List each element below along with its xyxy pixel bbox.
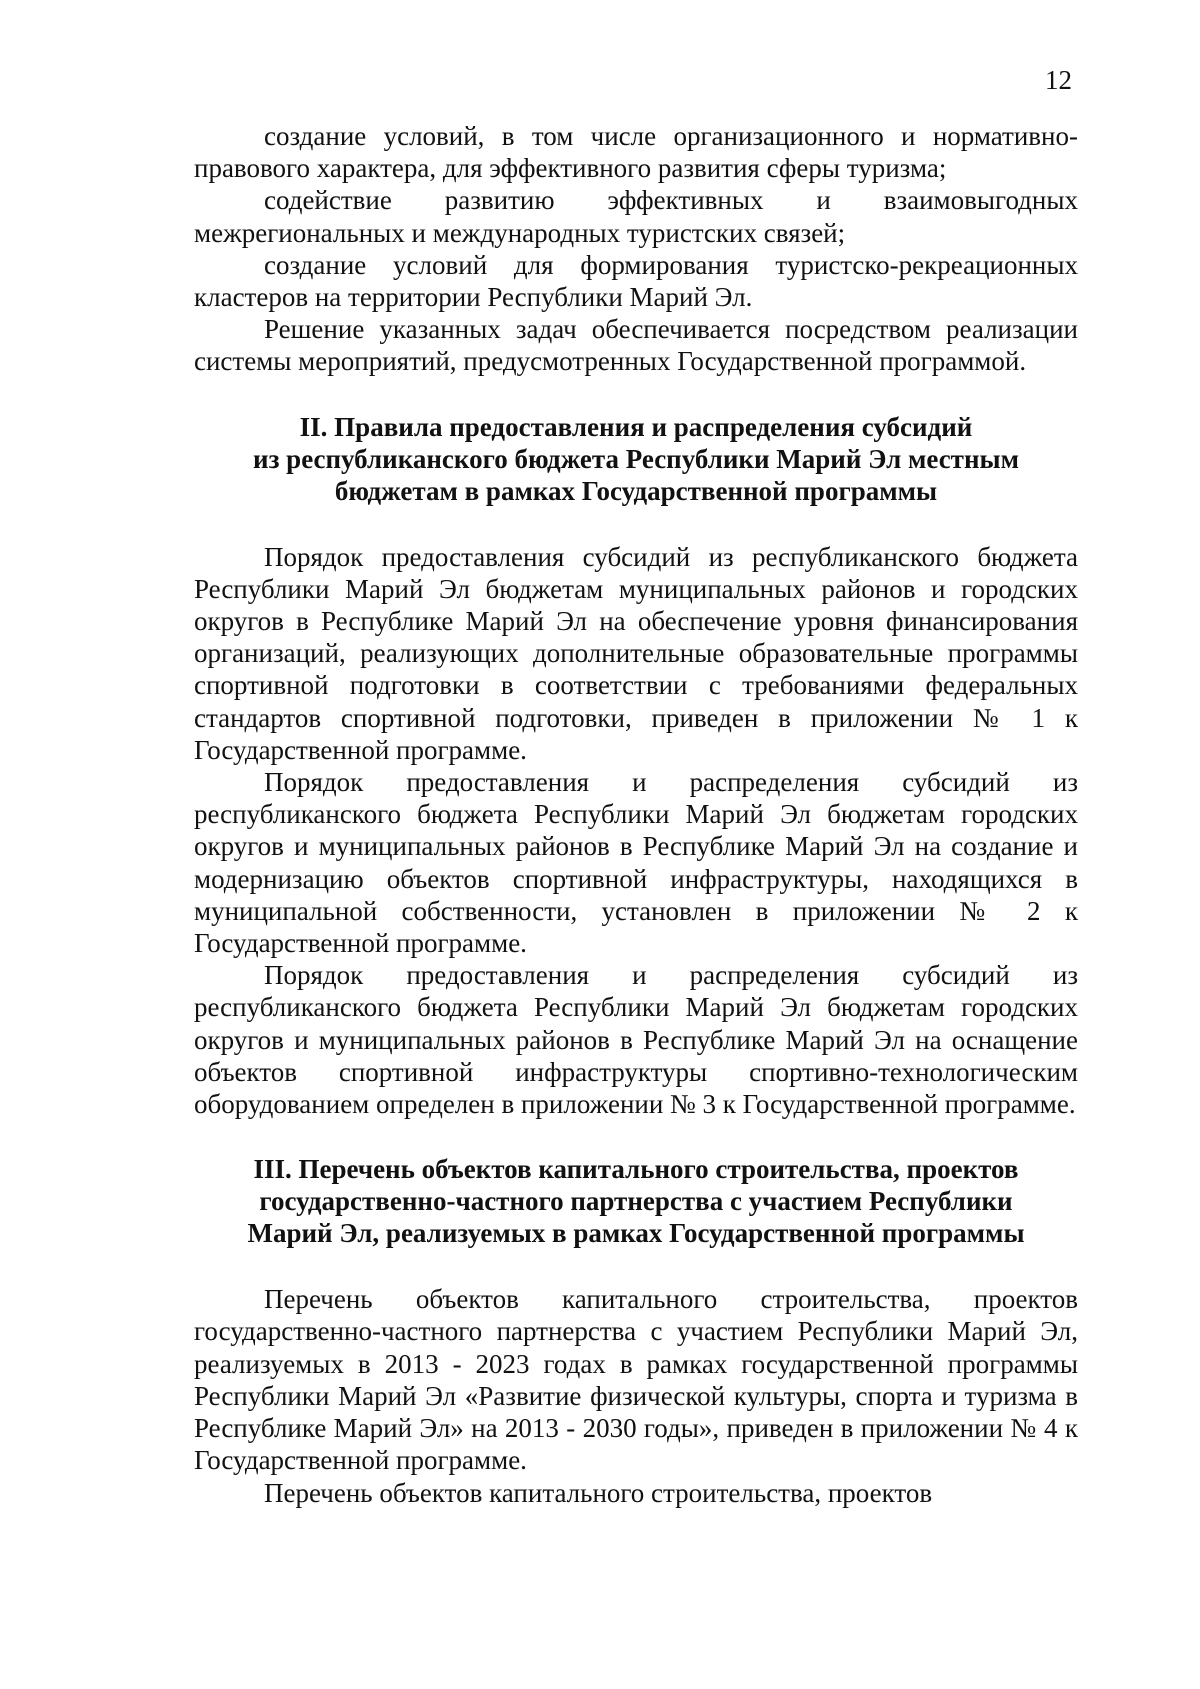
section-3-heading-line-2: государственно-частного партнерства с участием Республики (259, 1186, 1013, 1217)
section-2-paragraph-3: Порядок предоставления и распределения субсидий из республиканского бюджета Республики Марий Эл бюджетам городских округов и муниципальных районов в Республике Марий Эл на оснащение объектов спортивной инфраструктуры спортивно-технологическим оборудованием определен в приложении № 3 к Государственной программе. (194, 960, 1078, 1120)
intro-paragraph-3: создание условий для формирования туристско-рекреационных кластеров на территории Республики Марий Эл. (194, 249, 1078, 313)
section-3-heading-line-3: Марий Эл, реализуемых в рамках Государственной программы (247, 1218, 1025, 1249)
section-3-heading-line-1: III. Перечень объектов капитального строительства, проектов (253, 1154, 1019, 1185)
intro-paragraph-2: содействие развитию эффективных и взаимовыгодных межрегиональных и международных туристских связей; (194, 185, 1078, 248)
intro-paragraph-4: Решение указанных задач обеспечивается посредством реализации системы мероприятий, предусмотренных Государственной программой. (194, 314, 1078, 377)
section-2-heading-line-1: II. Правила предоставления и распределения субсидий (299, 411, 973, 442)
section-3-paragraph-1: Перечень объектов капитального строительства, проектов государственно-частного партнерства с участием Республики Марий Эл, реализуемых в 2013 - 2023 годах в рамках государственной программы Республики Марий Эл «Развитие физической культуры, спорта и туризма в Республике Марий Эл» на 2013 - 2030 годы», приведен в приложении № 4 к Государственной программе. (194, 1284, 1078, 1476)
page-number: 12 (1045, 65, 1072, 95)
section-2-heading-line-2: из республиканского бюджета Республики Марий Эл местным (253, 443, 1019, 474)
intro-paragraph-1: создание условий, в том числе организационного и нормативно-правового характера, для эффективного развития сферы туризма; (194, 121, 1078, 184)
section-2-heading (194, 411, 1078, 507)
section-2-heading-line-3: бюджетам в рамках Государственной программы (334, 475, 938, 506)
document-body (194, 120, 1078, 1509)
section-2-paragraph-1: Порядок предоставления субсидий из республиканского бюджета Республики Марий Эл бюджетам муниципальных районов и городских округов в Республике Марий Эл на обеспечение уровня финансирования организаций, реализующих дополнительные образовательные программы спортивной подготовки в соответствии с требованиями федеральных стандартов спортивной подготовки, приведен в приложении № 1 к Государственной программе. (194, 541, 1078, 765)
section-3-paragraph-2: Перечень объектов капитального строительства, проектов (264, 1477, 933, 1508)
section-2-paragraph-2: Порядок предоставления и распределения субсидий из республиканского бюджета Республики Марий Эл бюджетам городских округов и муниципальных районов в Республике Марий Эл на создание и модернизацию объектов спортивной инфраструктуры, находящихся в муниципальной собственности, установлен в приложении № 2 к Государственной программе. (194, 767, 1078, 959)
section-3-heading (194, 1153, 1078, 1249)
